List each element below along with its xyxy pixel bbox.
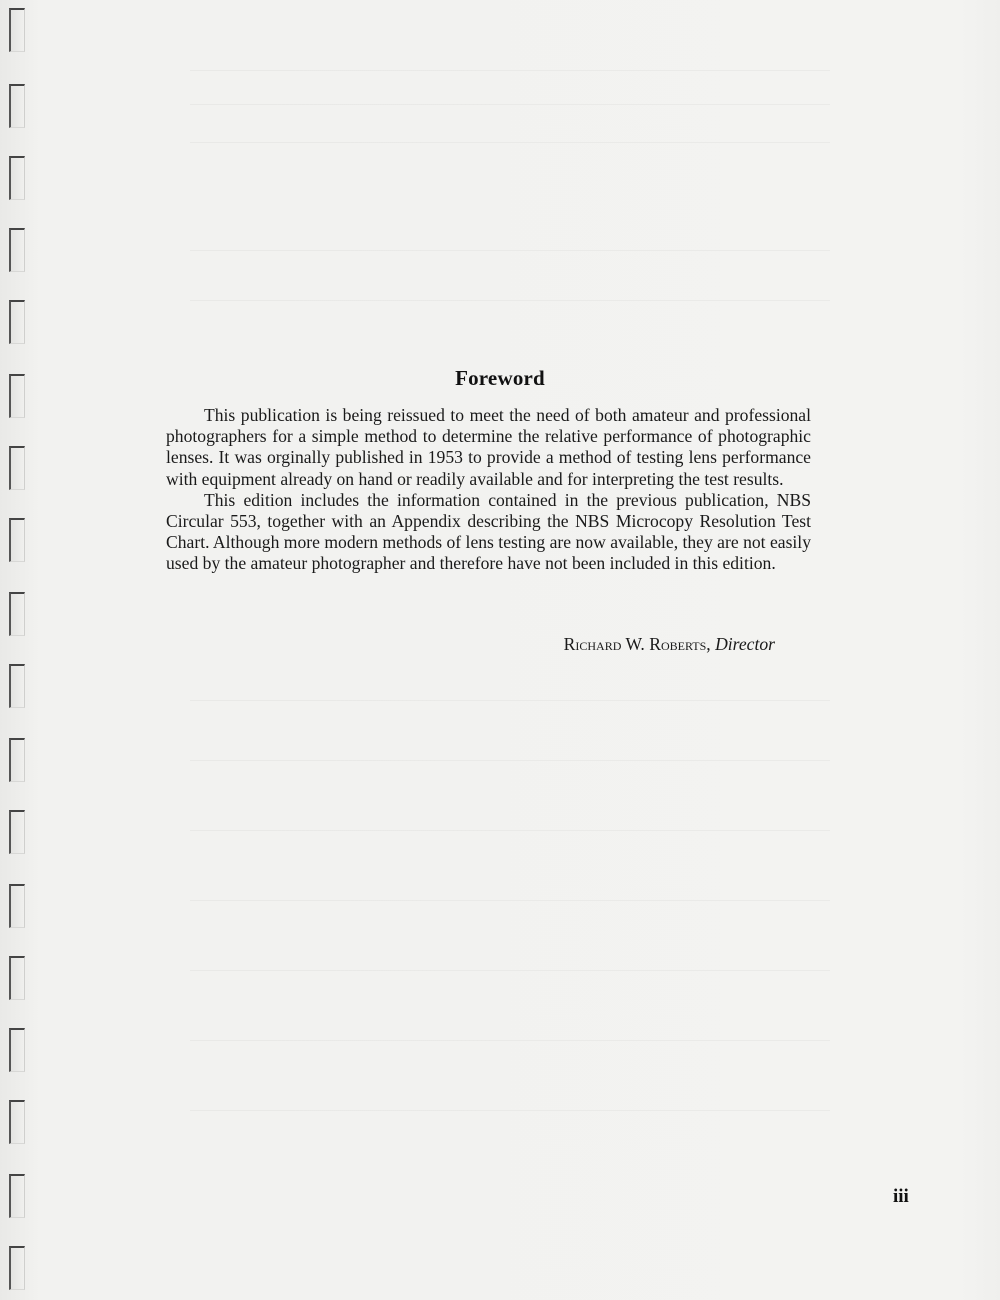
binder-hole <box>9 8 25 52</box>
binder-hole <box>9 518 25 562</box>
binder-hole <box>9 738 25 782</box>
show-through-line <box>190 830 830 831</box>
binder-hole <box>9 884 25 928</box>
signature-line <box>430 634 775 655</box>
show-through-line <box>190 142 830 143</box>
show-through-line <box>190 300 830 301</box>
binder-hole <box>9 956 25 1000</box>
binder-hole <box>9 1174 25 1218</box>
signature-separator: , <box>706 634 716 654</box>
binder-hole <box>9 1100 25 1144</box>
binder-hole <box>9 84 25 128</box>
signatory-name: Richard W. Roberts <box>563 634 707 654</box>
page-number: iii <box>893 1186 909 1207</box>
show-through-line <box>190 700 830 701</box>
binder-hole <box>9 446 25 490</box>
page-title: Foreword <box>455 366 545 390</box>
paragraph: This publication is being reissued to meet the need of both amateur and professional photographers for a simple method to determine the relative performance of photographic lenses. It was orginally published in 1953 to provide a method of testing lens performance with equipment already on hand or readily available and for interpreting the test results. <box>166 405 811 489</box>
binder-hole <box>9 1028 25 1072</box>
paragraph: This edition includes the information contained in the previous publication, NBS Circular 553, together with an Appendix describing the NBS Microcopy Resolution Test Chart. Although more modern methods of lens testing are now available, they are not easily used by the amateur photographer and therefore have not been included in this edition. <box>166 489 811 574</box>
show-through-line <box>190 900 830 901</box>
binder-hole <box>9 156 25 200</box>
show-through-line <box>190 104 830 105</box>
binder-hole <box>9 810 25 854</box>
binder-hole <box>9 592 25 636</box>
binder-holes <box>0 0 40 1300</box>
show-through-line <box>190 250 830 251</box>
binder-hole <box>9 1246 25 1290</box>
binder-hole <box>9 300 25 344</box>
show-through-line <box>190 970 830 971</box>
show-through-line <box>190 1110 830 1111</box>
binder-hole <box>9 664 25 708</box>
binder-hole <box>9 228 25 272</box>
show-through-line <box>190 760 830 761</box>
signatory-role: Director <box>715 634 775 654</box>
show-through-line <box>190 70 830 71</box>
show-through-line <box>190 1040 830 1041</box>
foreword-body <box>166 405 811 575</box>
